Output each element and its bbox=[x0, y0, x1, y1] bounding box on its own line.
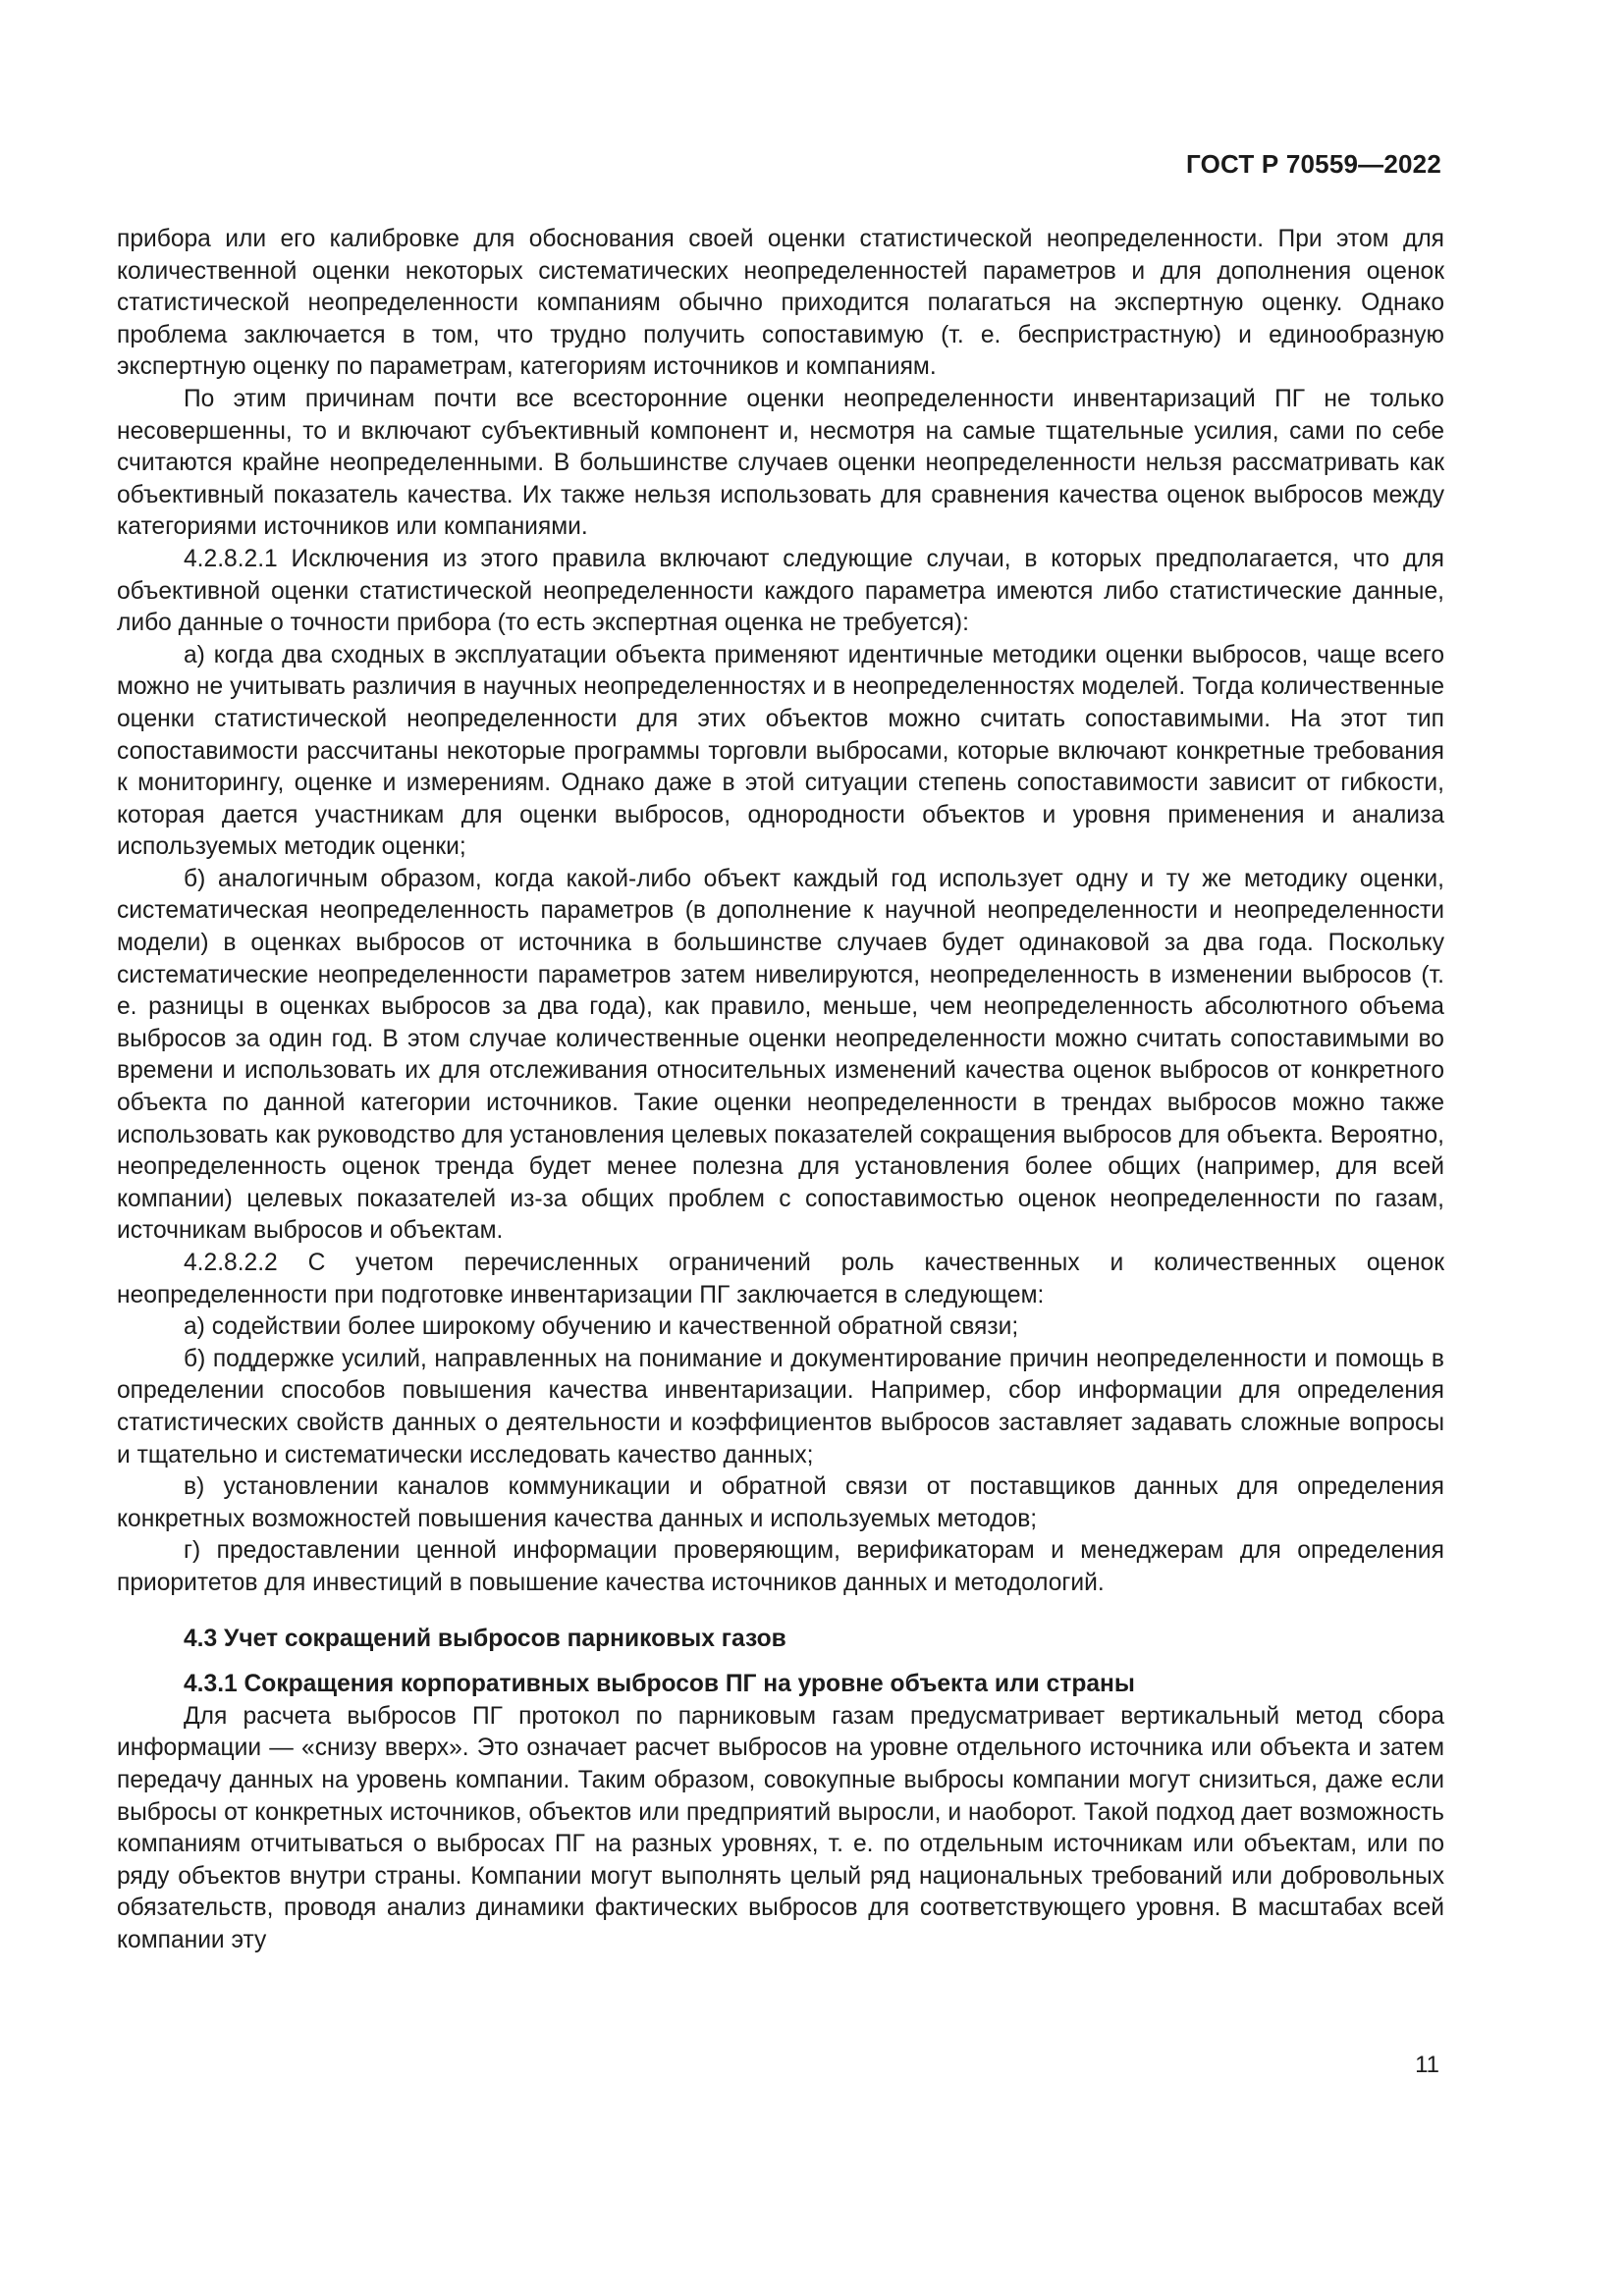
list-item-a: а) когда два сходных в эксплуатации объекта применяют идентичные методики оценки выбросов, чаще всего можно не учитывать различия в научных неопределенностях и в неопределенностях моделей. Тогда количественные оценки статистической неопределенности для этих объектов можно считать сопоставимыми. На этот тип сопоставимости рассчитаны некоторые программы торговли выбросами, которые включают конкретные требования к мониторингу, оценке и измерениям. Однако даже в этой ситуации степень сопоставимости зависит от гибкости, которая дается участникам для оценки выбросов, однородности объектов и уровня применения и анализа используемых методик оценки; bbox=[117, 641, 1444, 861]
subsection-heading-4-3-1: 4.3.1 Сокращения корпоративных выбросов ПГ на уровне объекта или страны bbox=[184, 1671, 1135, 1698]
paragraph: Для расчета выбросов ПГ протокол по парниковым газам предусматривает вертикальный метод сбора информации — «снизу вверх». Это означает расчет выбросов на уровне отдельного источника или объекта и затем передачу данных на уровень компании. Таким образом, совокупные выбросы компании могут снизиться, даже если выбросы от конкретных источников, объектов или предприятий выросли, и наоборот. Такой подход дает возможность компаниям отчитываться о выбросах ПГ на разных уровнях, т. е. по отдельным источникам или объектам, или по ряду объектов внутри страны. Компании могут выполнять целый ряд национальных требований или добровольных обязательств, проводя анализ динамики фактических выбросов для соответствующего уровня. В масштабах всей компании эту bbox=[117, 1702, 1444, 1953]
clause-4-2-8-2-2: 4.2.8.2.2 С учетом перечисленных ограничений роль качественных и количественных оценок неопределенности при подготовке инвентаризации ПГ заключается в следующем: bbox=[117, 1250, 1444, 1308]
list-item-b: б) аналогичным образом, когда какой-либо объект каждый год использует одну и ту же методику оценки, систематическая неопределенность параметров (в дополнение к научной неопределенности и неопределенности модели) в оценках выбросов от источника в большинстве случаев будет одинаковой за два года. Поскольку систематические неопределенности параметров затем нивелируются, неопределенность в изменении выбросов (т. е. разницы в оценках выбросов за два года), как правило, меньше, чем неопределенность абсолютного объема выбросов за один год. В этом случае количественные оценки неопределенности можно считать сопоставимыми во времени и использовать их для отслеживания относительных изменений качества оценок выбросов от конкретного объекта по данной категории источников. Такие оценки неопределенности в трендах выбросов можно также использовать как руководство для установления целевых показателей сокращения выбросов для объекта. Вероятно, неопределенность оценок тренда будет менее полезна для установления более общих (например, для всей компании) целевых показателей из-за общих проблем с сопоставимостью оценок неопределенности по газам, источникам выбросов и объектам. bbox=[117, 865, 1444, 1245]
clause-4-2-8-2-1: 4.2.8.2.1 Исключения из этого правила включают следующие случаи, в которых предполагается, что для объективной оценки статистической неопределенности каждого параметра имеются либо статистические данные, либо данные о точности прибора (то есть экспертная оценка не требуется): bbox=[117, 545, 1444, 637]
list-item-b: б) поддержке усилий, направленных на понимание и документирование причин неопределенности и помощь в определении способов повышения качества инвентаризации. Например, сбор информации для определения статистических свойств данных о деятельности и коэффициентов выбросов заставляет задавать сложные вопросы и тщательно и систематически исследовать качество данных; bbox=[117, 1345, 1444, 1468]
document-body bbox=[117, 224, 1444, 1956]
list-item-a: а) содействии более широкому обучению и качественной обратной связи; bbox=[184, 1313, 1019, 1341]
section-heading-4-3: 4.3 Учет сокращений выбросов парниковых газов bbox=[184, 1625, 786, 1652]
list-item-v: в) установлении каналов коммуникации и обратной связи от поставщиков данных для определения конкретных возможностей повышения качества данных и используемых методов; bbox=[117, 1473, 1444, 1532]
paragraph-continued: прибора или его калибровке для обоснования своей оценки статистической неопределенности. При этом для количественной оценки некоторых систематических неопределенностей параметров и для дополнения оценок статистической неопределенности компаниям обычно приходится полагаться на экспертную оценку. Однако проблема заключается в том, что трудно получить сопоставимую (т. е. беспристрастную) и единообразную экспертную оценку по параметрам, категориям источников и компаниям. bbox=[117, 226, 1444, 381]
paragraph: По этим причинам почти все всесторонние оценки неопределенности инвентаризаций ПГ не только несовершенны, то и включают субъективный компонент и, несмотря на самые тщательные усилия, сами по себе считаются крайне неопределенными. В большинстве случаев оценки неопределенности нельзя рассматривать как объективный показатель качества. Их также нельзя использовать для сравнения качества оценок выбросов между категориями источников или компаниями. bbox=[117, 385, 1444, 541]
page-number: 11 bbox=[1415, 2052, 1439, 2078]
document-code-header: ГОСТ Р 70559—2022 bbox=[1186, 149, 1441, 179]
list-item-g: г) предоставлении ценной информации проверяющим, верификаторам и менеджерам для определения приоритетов для инвестиций в повышение качества источников данных и методологий. bbox=[117, 1537, 1444, 1596]
